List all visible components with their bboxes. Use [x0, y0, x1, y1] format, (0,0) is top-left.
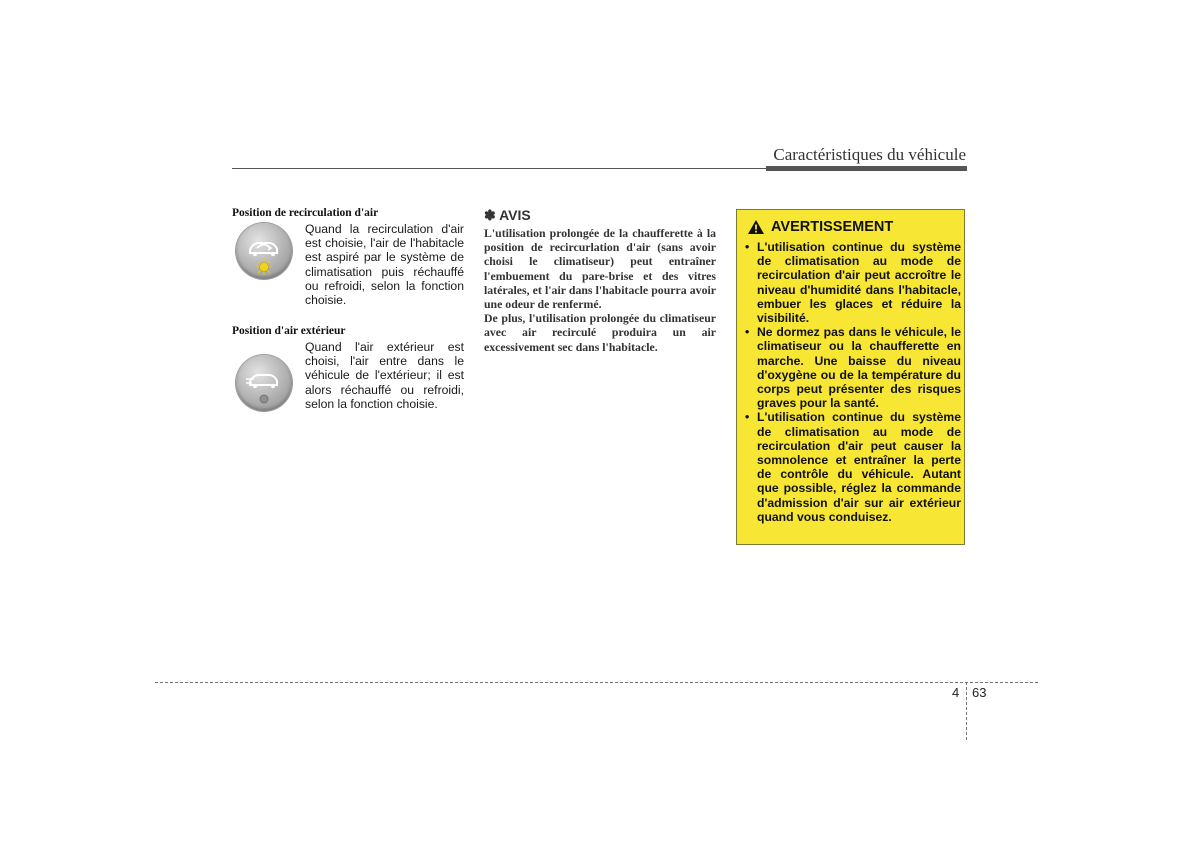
outside-air-button: [236, 355, 292, 411]
warning-item-text: L'utilisation continue du système de climatisation au mode de recirculation d'air peut accroître le niveau d'humidité dans l'habitacle, embuer les glaces et réduire la visibilité.: [757, 240, 961, 326]
warning-item-text: L'utilisation continue du système de climatisation au mode de recirculation d'air peut causer la somnolence et entraîner la perte de contrôle du véhicule. Autant que possible, réglez la commande d'admission d'air sur air extérieur quand vous conduisez.: [757, 410, 961, 524]
avis-title: ✽ AVIS: [484, 207, 531, 223]
warning-list: [743, 240, 961, 524]
page-number: 63: [972, 685, 987, 700]
warning-title-text: AVERTISSEMENT: [771, 219, 894, 235]
air-recirculation-icon: [236, 223, 292, 279]
footer-rule: [155, 682, 1038, 683]
warning-title: [747, 219, 893, 235]
outside-air-icon: [236, 355, 292, 411]
indicator-light-off: [260, 395, 268, 403]
header-rule-accent: [766, 166, 967, 171]
recirc-description: Quand la recirculation d'air est choisie, l'air de l'habitacle est aspiré par le système de climatisation puis réchauffé ou refroidi, selon la fonction choisie.: [305, 222, 464, 308]
outside-air-heading: Position d'air extérieur: [232, 325, 346, 337]
recirc-heading: Position de recirculation d'air: [232, 207, 379, 219]
warning-item: • L'utilisation continue du système de climatisation au mode de recirculation d'air peut causer la somnolence et entraîner la perte de contrôle du véhicule. Autant que possible, réglez la commande d'admission d'air sur air extérieur quand vous conduisez.: [745, 410, 961, 524]
warning-item: • Ne dormez pas dans le véhicule, le climatiseur ou la chaufferette en marche. Une baisse du niveau d'oxygène ou de la température du corps peut présenter des risques graves pour la santé.: [745, 325, 961, 411]
air-recirculation-button: [236, 223, 292, 279]
page-header-title: Caractéristiques du véhicule: [773, 145, 966, 164]
warning-triangle-icon: [747, 219, 765, 235]
footer-divider: [966, 682, 967, 740]
warning-item-text: Ne dormez pas dans le véhicule, le climatiseur ou la chaufferette en marche. Une baisse du niveau d'oxygène ou de la température du corps peut présenter des risques graves pour la santé.: [757, 325, 961, 411]
indicator-light-on: [256, 258, 272, 275]
chapter-number: 4: [952, 685, 960, 700]
outside-air-description: Quand l'air extérieur est choisi, l'air entre dans le véhicule de l'extérieur; il est alors réchauffé ou refroidi, selon la fonction choisie.: [305, 340, 464, 411]
avis-paragraph-1: L'utilisation prolongée de la chaufferette à la position de recircurlation d'air (sans avoir choisi le climatiseur) peut entraîner l'embuement du pare-brise et des vitres latérales, et l'air dans l'habitacle pourra avoir une odeur de renfermé.: [484, 226, 716, 312]
warning-box: [736, 209, 965, 545]
avis-body: [484, 226, 716, 354]
avis-paragraph-2: De plus, l'utilisation prolongée du climatiseur avec air recirculé produira un air excessivement sec dans l'habitacle.: [484, 311, 716, 354]
warning-item: • L'utilisation continue du système de climatisation au mode de recirculation d'air peut accroître le niveau d'humidité dans l'habitacle, embuer les glaces et réduire la visibilité.: [745, 240, 961, 326]
